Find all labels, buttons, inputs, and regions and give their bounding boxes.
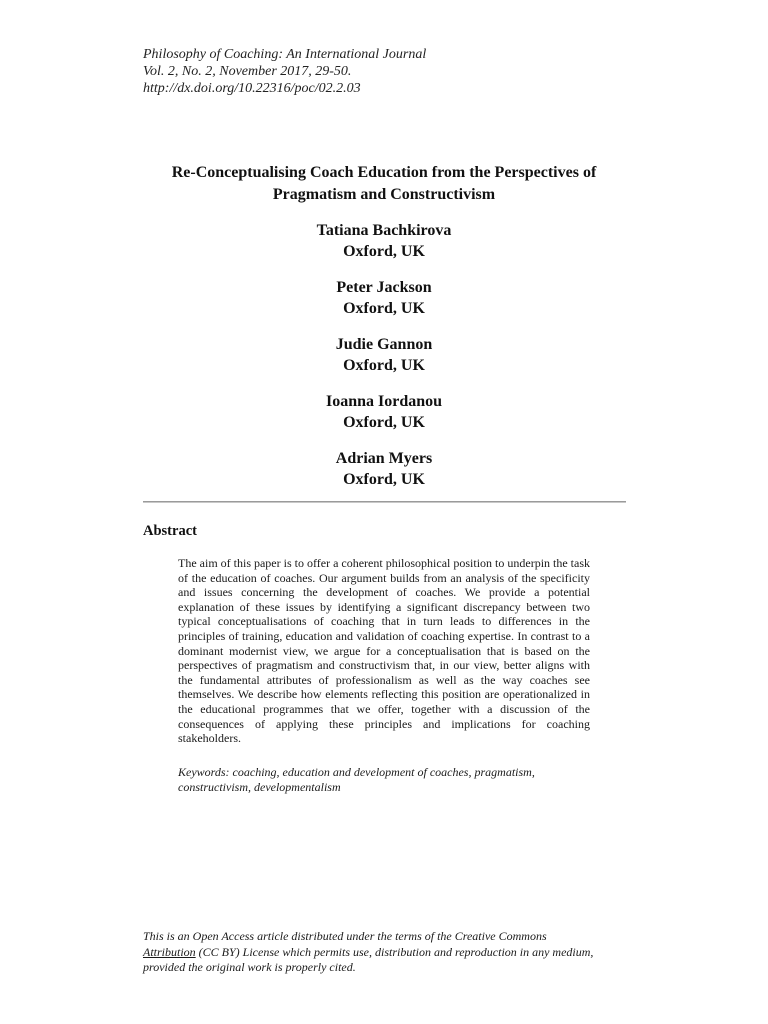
author-block	[184, 220, 584, 277]
author-affiliation: Oxford, UK	[343, 414, 425, 431]
abstract-text: The aim of this paper is to offer a coherent philosophical position to underpin the task of the education of coaches. Our argument builds from an analysis of the specificity and issues concerning the development of coaches. We provide a potential explanation of these issues by identifying a significant discrepancy between two typical conceptualisations of coaching that in turn leads to differences in the principles of training, education and validation of coaching expertise. In contrast to a dominant modernist view, we argue for a conceptualisation that is based on the perspectives of pragmatism and constructivism that, in our view, better aligns with the fundamental attributes of professionalism as well as the way coaches see themselves. We describe how elements reflecting this position are operationalized in the educational programmes that we offer, together with a discussion of the consequences of applying these principles and implications for coaching stakeholders.	[178, 556, 591, 746]
author-affiliation: Oxford, UK	[343, 471, 425, 488]
author-name: Tatiana Bachkirova	[316, 222, 452, 239]
section-divider	[143, 501, 626, 503]
license-notice	[143, 929, 633, 976]
author-affiliation: Oxford, UK	[343, 300, 425, 317]
author-block	[184, 448, 584, 505]
paper-title	[100, 162, 668, 206]
license-line-3: provided the original work is properly cited.	[143, 960, 356, 974]
author-name: Ioanna Iordanou	[325, 393, 443, 410]
keywords-line-2: constructivism, developmentalism	[178, 779, 341, 794]
cc-attribution-link[interactable]: Attribution	[143, 944, 196, 959]
author-list	[184, 220, 584, 505]
keywords-line-1: Keywords: coaching, education and development of coaches, pragmatism,	[178, 765, 535, 779]
author-block	[184, 334, 584, 391]
license-line-1: This is an Open Access article distributed under the terms of the Creative Commons	[143, 929, 547, 943]
journal-name: Philosophy of Coaching: An International Journal	[143, 47, 427, 62]
abstract-heading: Abstract	[143, 523, 197, 539]
license-line-2: (CC BY) License which permits use, distribution and reproduction in any medium,	[195, 944, 594, 959]
paper-title-line-2: Pragmatism and Constructivism	[272, 186, 496, 203]
keywords	[178, 765, 590, 795]
author-block	[184, 277, 584, 334]
author-name: Adrian Myers	[335, 450, 433, 467]
author-name: Judie Gannon	[335, 336, 433, 353]
author-block	[184, 391, 584, 448]
author-name: Peter Jackson	[336, 279, 432, 296]
journal-issue: Vol. 2, No. 2, November 2017, 29-50.	[143, 64, 352, 79]
journal-header	[143, 46, 426, 97]
journal-doi: http://dx.doi.org/10.22316/poc/02.2.03	[143, 81, 361, 96]
paper-title-line-1: Re-Conceptualising Coach Education from the Perspectives of	[171, 164, 597, 181]
author-affiliation: Oxford, UK	[343, 357, 425, 374]
author-affiliation: Oxford, UK	[343, 243, 425, 260]
